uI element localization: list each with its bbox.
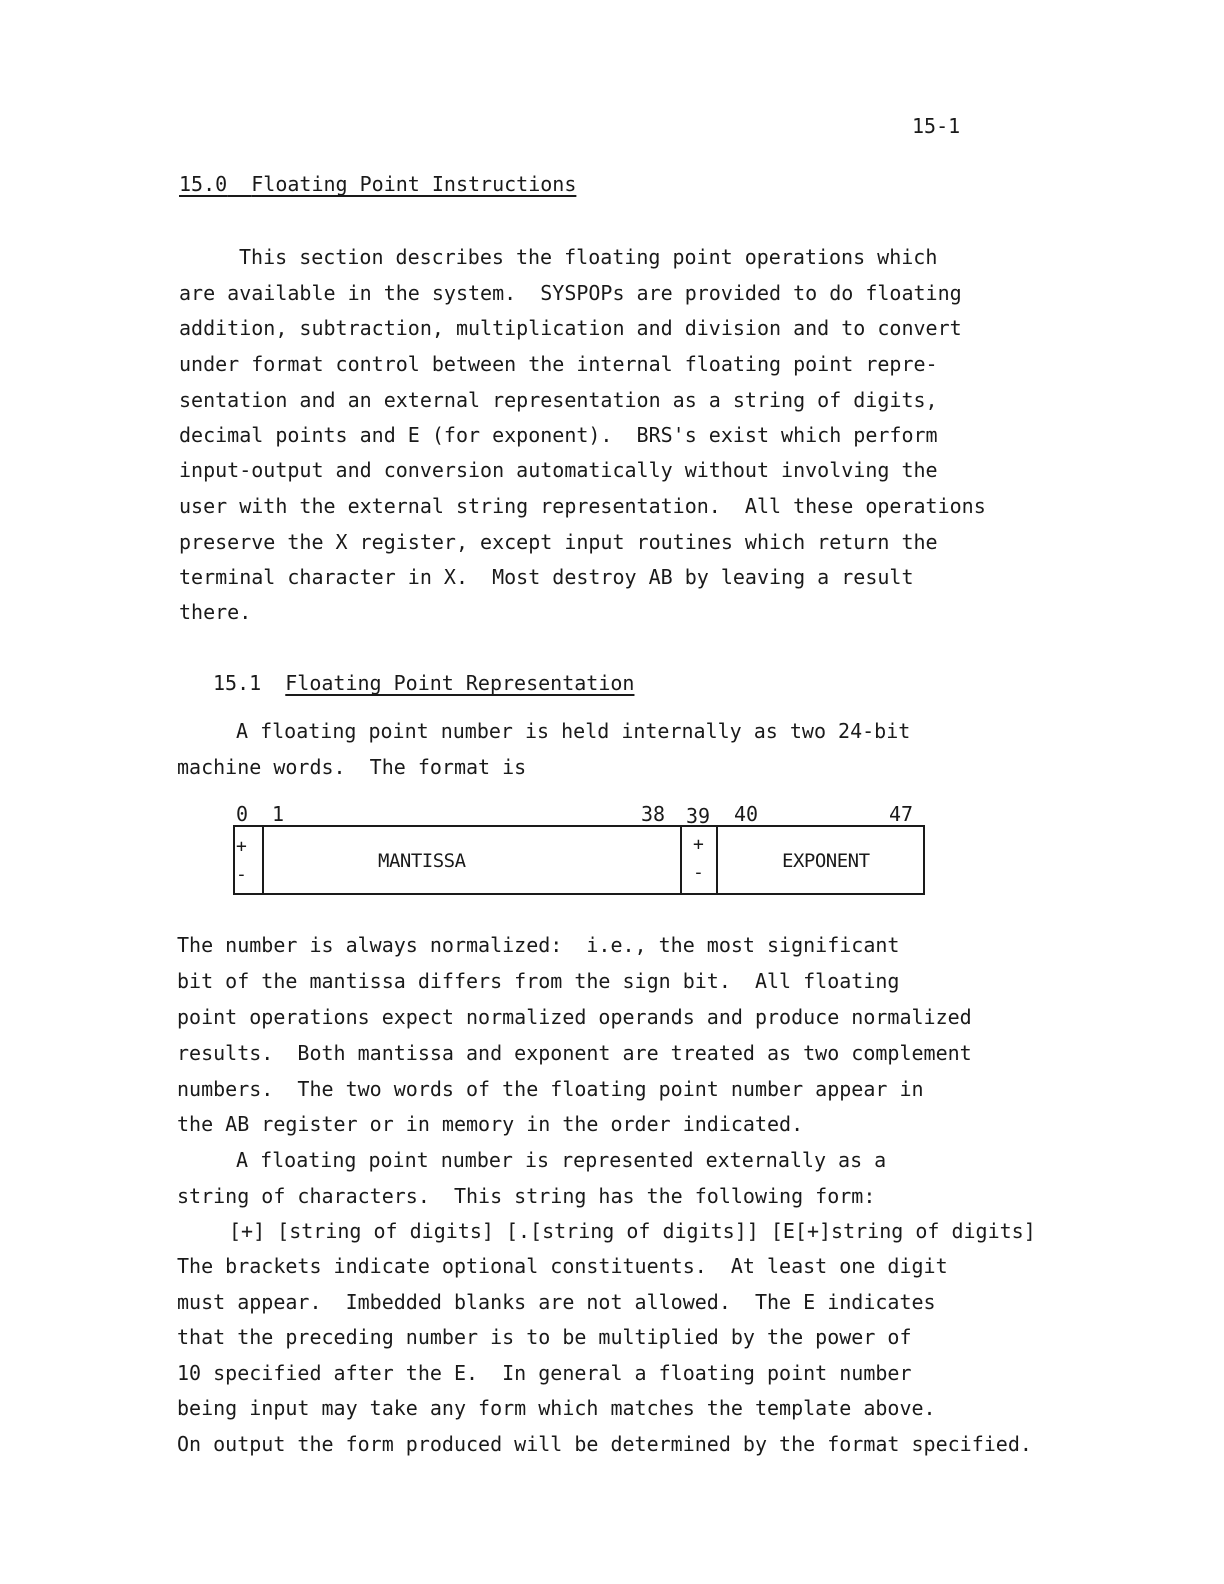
body-line: that the preceding number is to be multiplied by the power of xyxy=(177,1325,912,1349)
intro-line: preserve the X register, except input routines which return the xyxy=(179,530,938,554)
sign-plus-exponent: + xyxy=(693,834,704,855)
intro-line: This section describes the floating point operations which xyxy=(239,245,938,269)
body-line: 10 specified after the E. In general a floating point number xyxy=(177,1361,912,1385)
bit-label-39: 39 xyxy=(686,804,711,828)
intro-line: under format control between the internal floating point repre- xyxy=(179,352,938,376)
subsection-heading xyxy=(213,671,634,695)
subsection-number: 15.1 xyxy=(213,671,262,695)
sign-minus-mantissa: - xyxy=(236,864,247,885)
divider xyxy=(716,825,718,895)
body-line: bit of the mantissa differs from the sign bit. All floating xyxy=(177,969,900,993)
section-number: 15.0 xyxy=(179,172,228,196)
page-number: 15-1 xyxy=(912,114,961,138)
body-line: string of characters. This string has the following form: xyxy=(177,1184,876,1208)
bit-label-1: 1 xyxy=(272,802,285,826)
intro-line: sentation and an external representation as a string of digits, xyxy=(179,388,938,412)
body-line: A floating point number is represented externally as a xyxy=(236,1148,887,1172)
body-line: machine words. The format is xyxy=(177,755,527,779)
body-line: the AB register or in memory in the order indicated. xyxy=(177,1112,804,1136)
intro-line: terminal character in X. Most destroy AB by leaving a result xyxy=(179,565,914,589)
intro-line: are available in the system. SYSPOPs are provided to do floating xyxy=(179,281,962,305)
section-heading xyxy=(179,172,576,196)
body-line: point operations expect normalized operands and produce normalized xyxy=(177,1005,972,1029)
intro-line: input-output and conversion automatically without involving the xyxy=(179,458,938,482)
section-title: Floating Point Instructions xyxy=(251,172,577,196)
body-line: The brackets indicate optional constituents. At least one digit xyxy=(177,1254,948,1278)
sign-plus-mantissa: + xyxy=(236,836,247,857)
bit-label-38: 38 xyxy=(641,802,666,826)
sign-minus-exponent: - xyxy=(693,862,704,883)
body-line: must appear. Imbedded blanks are not allowed. The E indicates xyxy=(177,1290,936,1314)
intro-line: addition, subtraction, multiplication and division and to convert xyxy=(179,316,962,340)
body-line: being input may take any form which matches the template above. xyxy=(177,1396,936,1420)
body-line: On output the form produced will be determined by the format specified. xyxy=(177,1432,1032,1456)
intro-line: there. xyxy=(179,600,252,624)
body-line: The number is always normalized: i.e., the most significant xyxy=(177,933,900,957)
subsection-title: Floating Point Representation xyxy=(285,671,635,695)
mantissa-label: MANTISSA xyxy=(378,850,466,872)
body-line: results. Both mantissa and exponent are treated as two complement xyxy=(177,1041,972,1065)
divider xyxy=(680,825,682,895)
body-line: numbers. The two words of the floating point number appear in xyxy=(177,1077,924,1101)
divider xyxy=(262,825,264,895)
bit-label-47: 47 xyxy=(889,802,914,826)
bit-label-40: 40 xyxy=(734,802,759,826)
exponent-label: EXPONENT xyxy=(782,850,870,872)
intro-line: decimal points and E (for exponent). BRS's exist which perform xyxy=(179,423,938,447)
intro-line: user with the external string representation. All these operations xyxy=(179,494,986,518)
body-line: A floating point number is held internally as two 24-bit xyxy=(236,719,911,743)
bit-label-0: 0 xyxy=(236,802,249,826)
format-template: [+] [string of digits] [.[string of digits]] [E[+]string of digits] xyxy=(229,1219,1036,1243)
